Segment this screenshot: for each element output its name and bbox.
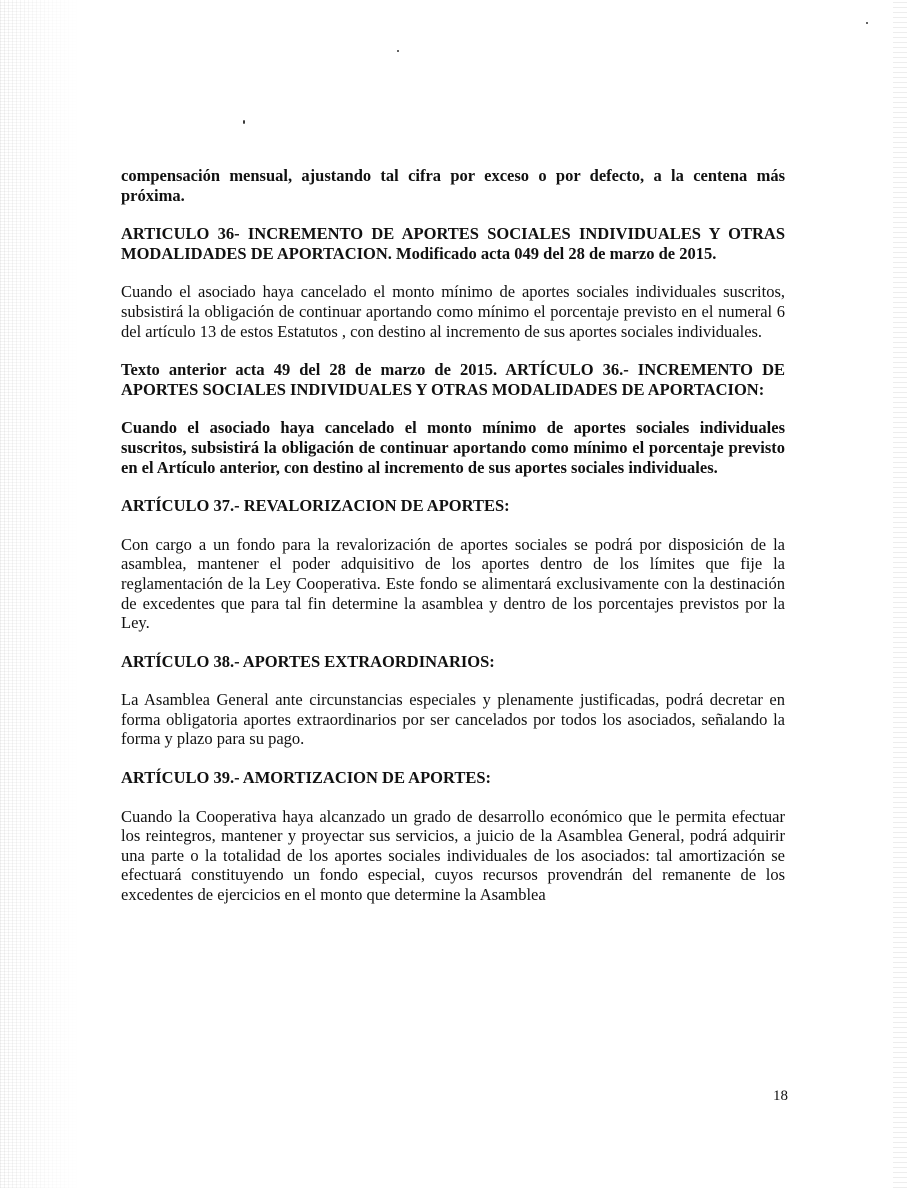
article-36-previous-text-heading: Texto anterior acta 49 del 28 de marzo de 2015. ARTÍCULO 36.- INCREMENTO DE APORTES SOCIALES INDIVIDUALES Y OTRAS MODALIDADES DE APORTACION: bbox=[121, 360, 785, 399]
scan-shadow-left bbox=[0, 0, 80, 1188]
article-38-heading: ARTÍCULO 38.- APORTES EXTRAORDINARIOS: bbox=[121, 651, 495, 671]
article-36-heading: ARTICULO 36- INCREMENTO DE APORTES SOCIALES INDIVIDUALES Y OTRAS MODALIDADES DE APORTACION. Modificado acta 049 del 28 de marzo de 2015. bbox=[121, 224, 785, 263]
page-number: 18 bbox=[773, 1088, 788, 1104]
scan-speck bbox=[243, 120, 245, 124]
article-36-previous-text-body: Cuando el asociado haya cancelado el monto mínimo de aportes sociales individuales suscritos, subsistirá la obligación de continuar aportando como mínimo el porcentaje previsto en el Artículo anterior, con destino al incremento de sus aportes sociales individuales. bbox=[121, 418, 785, 477]
scan-speck bbox=[397, 50, 399, 52]
article-39-body: Cuando la Cooperativa haya alcanzado un grado de desarrollo económico que le permita efectuar los reintegros, mantener y proyectar sus servicios, a juicio de la Asamblea General, podrá adquirir una parte o la totalidad de los aportes sociales individuales de los asociados: tal amortización se efectuará constituyendo un fondo especial, cuyos recursos provendrán del remanente de los excedentes de ejercicios en el monto que determine la Asamblea bbox=[121, 806, 785, 905]
scan-shadow-right bbox=[893, 0, 907, 1188]
article-37-body: Con cargo a un fondo para la revalorización de aportes sociales se podrá por disposición de la asamblea, mantener el poder adquisitivo de los aportes dentro de los límites que fije la reglamentación de la Ley Cooperativa. Este fondo se alimentará exclusivamente con la destinación de excedentes que para tal fin determine la asamblea y dentro de los porcentajes previstos por la Ley. bbox=[121, 534, 785, 633]
article-38-body: La Asamblea General ante circunstancias especiales y plenamente justificadas, podrá decretar en forma obligatoria aportes extraordinarios por ser cancelados por todos los asociados, señalando la forma y plazo para su pago. bbox=[121, 690, 785, 749]
document-body bbox=[121, 166, 785, 905]
paragraph-continuation: compensación mensual, ajustando tal cifra por exceso o por defecto, a la centena más próxima. bbox=[121, 166, 785, 205]
article-39-heading: ARTÍCULO 39.- AMORTIZACION DE APORTES: bbox=[121, 768, 492, 788]
scan-speck bbox=[866, 22, 868, 24]
article-37-heading: ARTÍCULO 37.- REVALORIZACION DE APORTES: bbox=[121, 496, 510, 516]
article-36-body: Cuando el asociado haya cancelado el monto mínimo de aportes sociales individuales suscritos, subsistirá la obligación de continuar aportando como mínimo el porcentaje previsto en el numeral 6 del artículo 13 de estos Estatutos , con destino al incremento de sus aportes sociales individuales. bbox=[121, 282, 785, 341]
